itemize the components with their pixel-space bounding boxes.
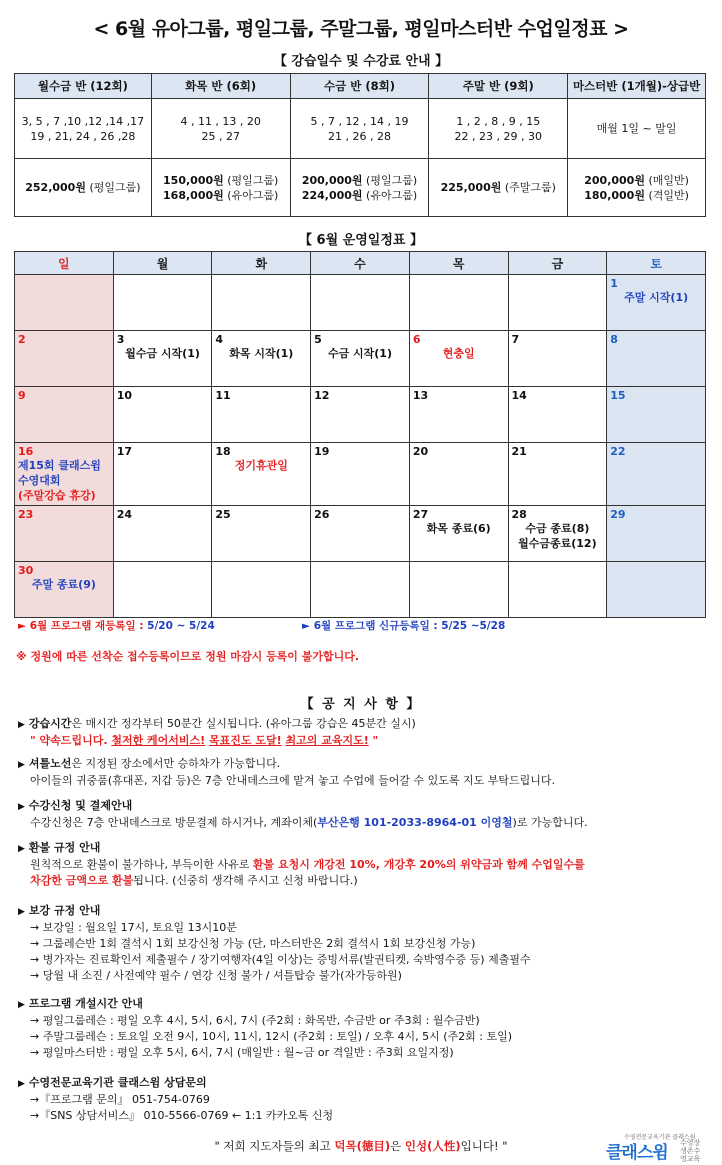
triangle-bullet-icon: ▶: [18, 907, 25, 917]
day-number: 22: [610, 445, 626, 458]
calendar-day-cell: [113, 275, 212, 331]
calendar-day-cell: [15, 443, 114, 506]
price: 252,000원: [25, 181, 86, 194]
calendar-day-cell: [311, 506, 410, 562]
day-number: 2: [18, 333, 26, 346]
day-number: 13: [412, 389, 429, 402]
fee-col-header: 수금 반 (8회): [290, 74, 429, 99]
day-number: 18: [215, 445, 231, 458]
day-number: 8: [610, 333, 618, 346]
re-registration-label: ► 6월 프로그램 재등록일 :: [18, 620, 148, 632]
calendar-day-cell: [212, 275, 311, 331]
days-line: 3, 5 , 7 ,10 ,12 ,14 ,17: [21, 114, 145, 128]
fee-price-cell: [568, 159, 706, 217]
notice-item-text: 아이들의 귀중품(휴대폰, 지갑 등)은 7층 안내데스크에 맡겨 놓고 수업에 들어갈 수 있도록 지도 부탁드립니다.: [30, 774, 555, 787]
weekday-header: 수: [311, 252, 410, 275]
day-number: 4: [215, 333, 224, 346]
days-line: 25 , 27: [201, 129, 240, 143]
day-number: 10: [116, 389, 133, 402]
fee-col-header: 주말 반 (9회): [429, 74, 568, 99]
weekday-header: 목: [409, 252, 508, 275]
fee-days-cell: [15, 99, 152, 159]
price: 224,000원: [301, 188, 363, 202]
calendar-week-row: [15, 387, 706, 443]
notice-program-hours: [18, 996, 708, 1061]
day-number: 28: [511, 508, 527, 521]
calendar-day-cell: [113, 387, 212, 443]
page-title: < 6월 유아그룹, 평일그룹, 주말그룹, 평일마스터반 수업일정표 >: [93, 18, 629, 40]
price-note: (평일그룹): [85, 181, 141, 194]
day-number: 12: [314, 389, 330, 402]
re-registration-notice: [18, 618, 215, 633]
calendar-day-cell: [15, 275, 114, 331]
refund-penalty-text: 환불 요청시 개강전 10%, 개강후 20%의 위약금과 함께 수업일수를: [252, 858, 585, 871]
triangle-bullet-icon: ▶: [18, 760, 25, 770]
calendar-day-cell: [15, 331, 114, 387]
calendar-event: 수금 종료(8): [525, 522, 590, 535]
promise-text: 목표진도 도달!: [209, 734, 282, 747]
weekday-header: 토: [607, 252, 706, 275]
motto-text: " 저희 지도자들의 최고: [214, 1139, 335, 1153]
day-number: 23: [18, 508, 34, 521]
calendar-day-cell: [409, 275, 508, 331]
fee-col-header: 마스터반 (1개월)-상급반: [568, 74, 706, 99]
fee-table: [14, 73, 706, 217]
notice-item-text: → 그룹레슨반 1회 결석시 1회 보강신청 가능 (단, 마스터반은 2회 결석시 1회 보강신청 가능): [30, 937, 476, 950]
fee-col-header: 월수금 반 (12회): [15, 74, 152, 99]
day-number: 29: [610, 508, 626, 521]
day-number: 6: [412, 333, 421, 346]
promise-text: ": [368, 734, 379, 747]
fee-price-cell: [151, 159, 290, 217]
new-registration-notice: [302, 618, 505, 633]
calendar-event: 주말 종료(9): [31, 578, 96, 591]
new-registration-dates: 5/25 ~5/28: [441, 620, 506, 632]
price: 150,000원: [163, 173, 224, 187]
calendar-day-cell: [212, 387, 311, 443]
weekday-header: 일: [15, 252, 114, 275]
day-number: 27: [412, 508, 429, 521]
calendar-event: 제15회 클래스윔: [18, 459, 101, 472]
price: 200,000원: [584, 173, 645, 187]
notice-item-title: 셔틀노선: [28, 757, 72, 770]
calendar-day-cell: [311, 331, 410, 387]
calendar-day-cell: [508, 331, 607, 387]
calendar-day-cell: [508, 387, 607, 443]
calendar-day-cell: [311, 275, 410, 331]
refund-penalty-text: 차감한 금액으로 환불: [30, 874, 134, 887]
calendar-event: 정기휴관일: [234, 459, 288, 472]
registration-warning: ※ 정원에 따른 선착순 접수등록이므로 정원 마감시 등록이 불가합니다.: [16, 650, 360, 663]
calendar-body: [15, 275, 706, 618]
day-number: 15: [610, 389, 626, 402]
triangle-bullet-icon: ▶: [18, 720, 25, 730]
day-number: 9: [18, 389, 26, 402]
fee-col-header: 화목 반 (6회): [151, 74, 290, 99]
calendar-day-cell: [508, 506, 607, 562]
calendar-day-cell: [607, 331, 706, 387]
calendar-day-cell: [212, 562, 311, 618]
calendar-day-cell: [409, 387, 508, 443]
notice-shuttle: [18, 756, 708, 789]
day-number: 1: [610, 277, 618, 290]
calendar-day-cell: [212, 331, 311, 387]
notice-item-title: 보강 규정 안내: [28, 904, 101, 917]
classwim-logo: [606, 1132, 706, 1163]
logo-wordmark: 클래스윔: [606, 1143, 668, 1163]
motto-highlight: 인성(人性): [404, 1139, 461, 1153]
price-note: (매일반): [644, 173, 689, 187]
logo-side-line: 수영장: [680, 1139, 701, 1147]
calendar-event: 수금 시작(1): [327, 347, 392, 360]
calendar-day-cell: [409, 331, 508, 387]
notice-makeup: [18, 903, 708, 984]
calendar-event: 월수금 시작(1): [125, 347, 200, 360]
day-number: 7: [511, 333, 520, 346]
calendar-event: 현충일: [442, 347, 475, 360]
triangle-bullet-icon: ▶: [18, 1000, 25, 1010]
day-number: 30: [18, 564, 34, 577]
calendar-event: 수영대회: [18, 474, 61, 487]
fee-price-cell: [290, 159, 429, 217]
notice-item-text: → 평일마스터반 : 평일 오후 5시, 6시, 7시 (매일반 : 월~금 or 격일반 : 주3회 요일지정): [30, 1046, 454, 1059]
calendar-heading: 【 6월 운영일정표 】: [299, 233, 423, 248]
day-number: 20: [412, 445, 429, 458]
calendar-event: 월수금종료(12): [518, 537, 597, 550]
notice-item-text: → 평일그룹레슨 : 평일 오후 4시, 5시, 6시, 7시 (주2회 : 화목반, 수금반 or 주3회 : 월수금반): [30, 1014, 480, 1027]
notice-item-text: )로 가능합니다.: [512, 816, 588, 829]
notice-item-text: → 병가자는 진료확인서 제출필수 / 장기여행자(4일 이상)는 증빙서류(발권티켓, 숙박영수증 등) 제출필수: [30, 953, 531, 966]
fee-days-cell: [568, 99, 706, 159]
fee-price-cell: [429, 159, 568, 217]
notice-item-text: 수강신청은 7층 안내데스크로 방문결제 하시거나, 계좌이체(: [30, 816, 318, 829]
notice-item-text: 됩니다. (신중히 생각해 주시고 신청 바랍니다.): [133, 874, 358, 887]
calendar-event: (주말강습 휴강): [18, 489, 96, 502]
notice-item-text: →『프로그램 문의』 051-754-0769: [30, 1093, 210, 1106]
fee-price-cell: [15, 159, 152, 217]
triangle-bullet-icon: ▶: [18, 1079, 25, 1089]
promise-text: 철저한 케어서비스!: [111, 734, 206, 747]
notice-payment: [18, 798, 708, 831]
calendar-day-cell: [508, 275, 607, 331]
calendar-event: 화목 종료(6): [426, 522, 491, 535]
notice-heading: 【 공 지 사 항 】: [300, 697, 422, 712]
days-line: 매월 1일 ~ 말일: [596, 122, 677, 135]
notice-item-text: 원칙적으로 환불이 불가하나, 부득이한 사유로: [30, 858, 253, 871]
day-number: 5: [314, 333, 322, 346]
price-note: (평일그룹): [362, 173, 418, 187]
price: 225,000원: [440, 181, 502, 194]
calendar-day-cell: [607, 562, 706, 618]
calendar-day-cell: [508, 562, 607, 618]
motto-highlight: 덕목(德目): [334, 1139, 391, 1153]
notice-contact: [18, 1075, 708, 1124]
weekday-header: 금: [508, 252, 607, 275]
re-registration-dates: 5/20 ~ 5/24: [147, 620, 215, 632]
days-line: 21 , 26 , 28: [328, 129, 391, 143]
price-note: (평일그룹): [223, 173, 279, 187]
promise-text: " 약속드립니다.: [30, 734, 112, 747]
calendar-day-cell: [607, 443, 706, 506]
calendar-day-cell: [311, 562, 410, 618]
notice-item-title: 프로그램 개설시간 안내: [28, 997, 143, 1010]
calendar-day-cell: [311, 443, 410, 506]
calendar-day-cell: [409, 562, 508, 618]
calendar-day-cell: [409, 506, 508, 562]
notice-item-text: → 주말그룹레슨 : 토요일 오전 9시, 10시, 11시, 12시 (주2회 : 토일) / 오후 4시, 5시 (주2회 : 토일): [30, 1030, 513, 1043]
day-number: 21: [511, 445, 527, 458]
notice-refund: [18, 840, 708, 889]
notice-item-text: → 보강일 : 월요일 17시, 토요일 13시10분: [30, 921, 237, 934]
logo-subtitle: 수영전문교육기관 클래스윔: [624, 1134, 696, 1141]
price-note: (격일반): [644, 188, 689, 202]
notice-item-text: 은 지정된 장소에서만 승하차가 가능합니다.: [71, 757, 281, 770]
calendar-day-cell: [113, 331, 212, 387]
notice-item-title: 수영전문교육기관 클래스윔 상담문의: [28, 1076, 207, 1089]
calendar-day-cell: [15, 562, 114, 618]
price: 200,000원: [301, 173, 363, 187]
calendar-week-row: [15, 443, 706, 506]
day-number: 24: [116, 508, 133, 521]
calendar-day-cell: [113, 443, 212, 506]
calendar-day-cell: [607, 387, 706, 443]
day-number: 14: [511, 389, 527, 402]
price: 168,000원: [163, 188, 224, 202]
calendar-week-row: [15, 331, 706, 387]
days-line: 4 , 11 , 13 , 20: [180, 114, 261, 128]
price-note: (유아그룹): [362, 188, 418, 202]
notice-item-title: 강습시간: [28, 717, 72, 730]
notice-item-text: →『SNS 상담서비스』 010-5566-0769 ← 1:1 카카오톡 신청: [30, 1109, 334, 1122]
notice-item-text: 은 매시간 정각부터 50분간 실시됩니다. (유아그룹 강습은 45분간 실시): [71, 717, 416, 730]
calendar-table: [14, 251, 706, 618]
notice-item-text: → 당월 내 소진 / 사전예약 필수 / 연강 신청 불가 / 셔틀탑승 불가(자가등하원): [30, 969, 402, 982]
day-number: 26: [314, 508, 330, 521]
day-number: 17: [116, 445, 133, 458]
calendar-week-row: [15, 275, 706, 331]
notice-item-title: 환불 규정 안내: [28, 841, 101, 854]
logo-side-line: 생존수영교육: [680, 1147, 701, 1163]
notice-item-title: 수강신청 및 결제안내: [28, 799, 133, 812]
price-note: (유아그룹): [223, 188, 279, 202]
days-line: 19 , 21, 24 , 26 ,28: [30, 129, 136, 143]
days-line: 1 , 2 , 8 , 9 , 15: [456, 114, 541, 128]
calendar-day-cell: [311, 387, 410, 443]
calendar-event: 화목 시작(1): [229, 347, 294, 360]
calendar-day-cell: [508, 443, 607, 506]
calendar-day-cell: [15, 506, 114, 562]
promise-text: 최고의 교육지도!: [285, 734, 369, 747]
calendar-week-row: [15, 506, 706, 562]
calendar-day-cell: [607, 506, 706, 562]
days-line: 22 , 23 , 29 , 30: [454, 129, 543, 143]
calendar-day-cell: [607, 275, 706, 331]
calendar-day-cell: [212, 506, 311, 562]
calendar-day-cell: [113, 506, 212, 562]
day-number: 16: [18, 445, 34, 458]
triangle-bullet-icon: ▶: [18, 802, 25, 812]
calendar-day-cell: [113, 562, 212, 618]
weekday-header: 월: [113, 252, 212, 275]
calendar-day-cell: [212, 443, 311, 506]
notice-lesson-time: [18, 716, 708, 749]
new-registration-label: ► 6월 프로그램 신규등록일 :: [302, 620, 442, 632]
price: 180,000원: [584, 188, 645, 202]
fee-days-cell: [429, 99, 568, 159]
calendar-event: 주말 시작(1): [624, 291, 689, 304]
motto-text: 입니다! ": [460, 1139, 508, 1153]
motto-text: 은: [390, 1139, 405, 1153]
calendar-day-cell: [15, 387, 114, 443]
fee-days-cell: [290, 99, 429, 159]
weekday-header: 화: [212, 252, 311, 275]
calendar-day-cell: [409, 443, 508, 506]
calendar-week-row: [15, 562, 706, 618]
fee-section-heading: 【 강습일수 및 수강료 안내 】: [273, 54, 449, 69]
days-line: 5 , 7 , 12 , 14 , 19: [310, 114, 409, 128]
bank-account: 부산은행 101-2033-8964-01 이영철: [317, 816, 513, 829]
fee-days-cell: [151, 99, 290, 159]
price-note: (주말그룹): [501, 181, 556, 194]
triangle-bullet-icon: ▶: [18, 844, 25, 854]
day-number: 11: [215, 389, 231, 402]
day-number: 25: [215, 508, 231, 521]
logo-side-text: [680, 1139, 706, 1163]
day-number: 19: [314, 445, 330, 458]
day-number: 3: [116, 333, 125, 346]
